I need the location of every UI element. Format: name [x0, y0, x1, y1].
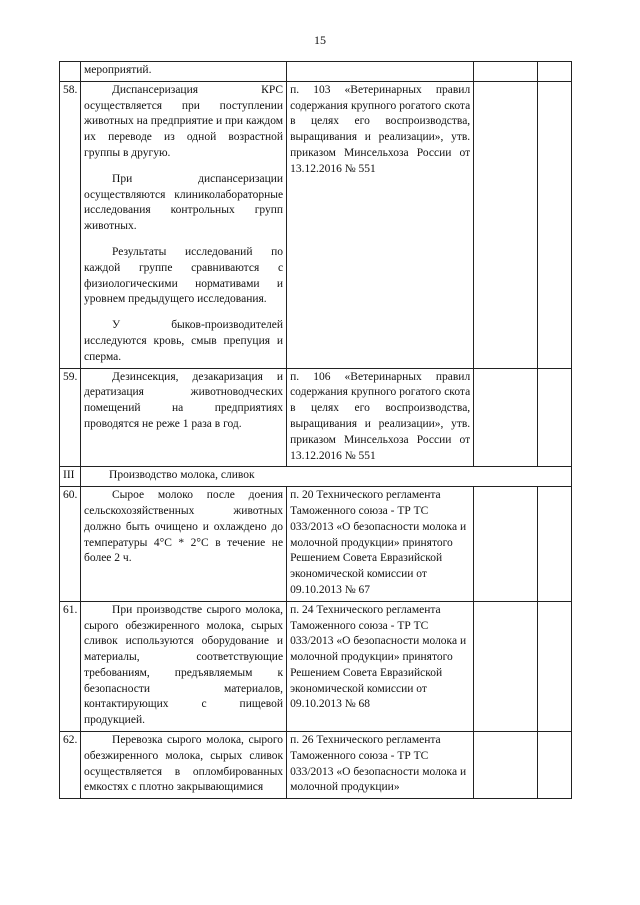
note-cell: [538, 487, 572, 602]
section-title: Производство молока, сливок: [81, 467, 572, 487]
legal-reference: п. 106 «Ветеринарных правил содержания крупного рогатого скота в целях его воспроизводства, выращивания и реализации», утв. приказом Минсельхоза России от 13.12.2016 № 551: [287, 368, 474, 467]
table-row-62: [60, 732, 572, 799]
note-cell: [538, 368, 572, 467]
legal-reference: [287, 62, 474, 82]
answer-cell: [474, 62, 538, 82]
note-cell: [538, 81, 572, 368]
table-row-61: [60, 601, 572, 731]
requirement-text: [81, 732, 287, 799]
requirement-text: [81, 81, 287, 368]
requirement-text: [81, 487, 287, 602]
note-cell: [538, 601, 572, 731]
row-number: 59.: [60, 368, 81, 467]
table-row-continuation: [60, 62, 572, 82]
table-row-60: [60, 487, 572, 602]
row-number: 62.: [60, 732, 81, 799]
requirement-paragraph: Результаты исследований по каждой группе сравниваются с физиологическими нормативами и уровнем предыдущего исследования.: [84, 245, 284, 306]
section-row-3: [60, 467, 572, 487]
answer-cell: [474, 601, 538, 731]
legal-reference: п. 103 «Ветеринарных правил содержания крупного рогатого скота в целях его воспроизводства, выращивания и реализации», утв. приказом Минсельхоза России от 13.12.2016 № 551: [287, 81, 474, 368]
requirement-paragraph: Перевозка сырого молока, сырого обезжиренного молока, сырых сливок осуществляется в опломбированных емкостях с плотно закрывающимися: [84, 734, 284, 794]
answer-cell: [474, 81, 538, 368]
row-number: 58.: [60, 81, 81, 368]
requirement-paragraph: При производстве сырого молока, сырого обезжиренного молока, сырых сливок используются оборудование и материалы, соответствующие требованиям, предъявляемым к безопасности материалов, контактирующих с пищевой продукцией.: [84, 603, 284, 727]
requirements-table: [59, 61, 572, 799]
legal-reference: п. 20 Технического регламента Таможенного союза - ТР ТС 033/2013 «О безопасности молока и молочной продукции» принятого Решением Совета Евразийской экономической комиссии от 09.10.2013 № 67: [287, 487, 474, 602]
requirement-paragraph: При диспансеризации осуществляются клиниколабораторные исследования контрольных групп животных.: [84, 172, 284, 233]
requirement-text: [81, 368, 287, 467]
legal-reference: п. 26 Технического регламента Таможенного союза - ТР ТС 033/2013 «О безопасности молока и молочной продукции»: [287, 732, 474, 799]
table-row-59: [60, 368, 572, 467]
requirement-paragraph: Диспансеризация КРС осуществляется при поступлении животных на предприятие и при каждом их переводе из одной возрастной группы в другую.: [84, 83, 284, 159]
page-number: 15: [314, 33, 326, 47]
row-number: [60, 62, 81, 82]
answer-cell: [474, 487, 538, 602]
requirement-text: [81, 62, 287, 82]
requirement-paragraph: Сырое молоко после доения сельскохозяйственных животных должно быть очищено и охлаждено до температуры 4°C * 2°C в течение не более 2 ч.: [84, 489, 284, 565]
legal-reference: п. 24 Технического регламента Таможенного союза - ТР ТС 033/2013 «О безопасности молока и молочной продукции» принятого Решением Совета Евразийской экономической комиссии от 09.10.2013 № 68: [287, 601, 474, 731]
row-number: 60.: [60, 487, 81, 602]
requirement-paragraph: У быков-производителей исследуются кровь, смыв препуция и сперма.: [84, 319, 284, 363]
note-cell: [538, 62, 572, 82]
answer-cell: [474, 368, 538, 467]
row-number: 61.: [60, 601, 81, 731]
requirement-paragraph: Дезинсекция, дезакаризация и дератизация животноводческих помещений на предприятиях проводятся не реже 1 раза в год.: [84, 370, 284, 430]
note-cell: [538, 732, 572, 799]
requirement-text: [81, 601, 287, 731]
requirement-paragraph: мероприятий.: [84, 64, 152, 76]
section-number: III: [60, 467, 81, 487]
answer-cell: [474, 732, 538, 799]
table-row-58: [60, 81, 572, 368]
